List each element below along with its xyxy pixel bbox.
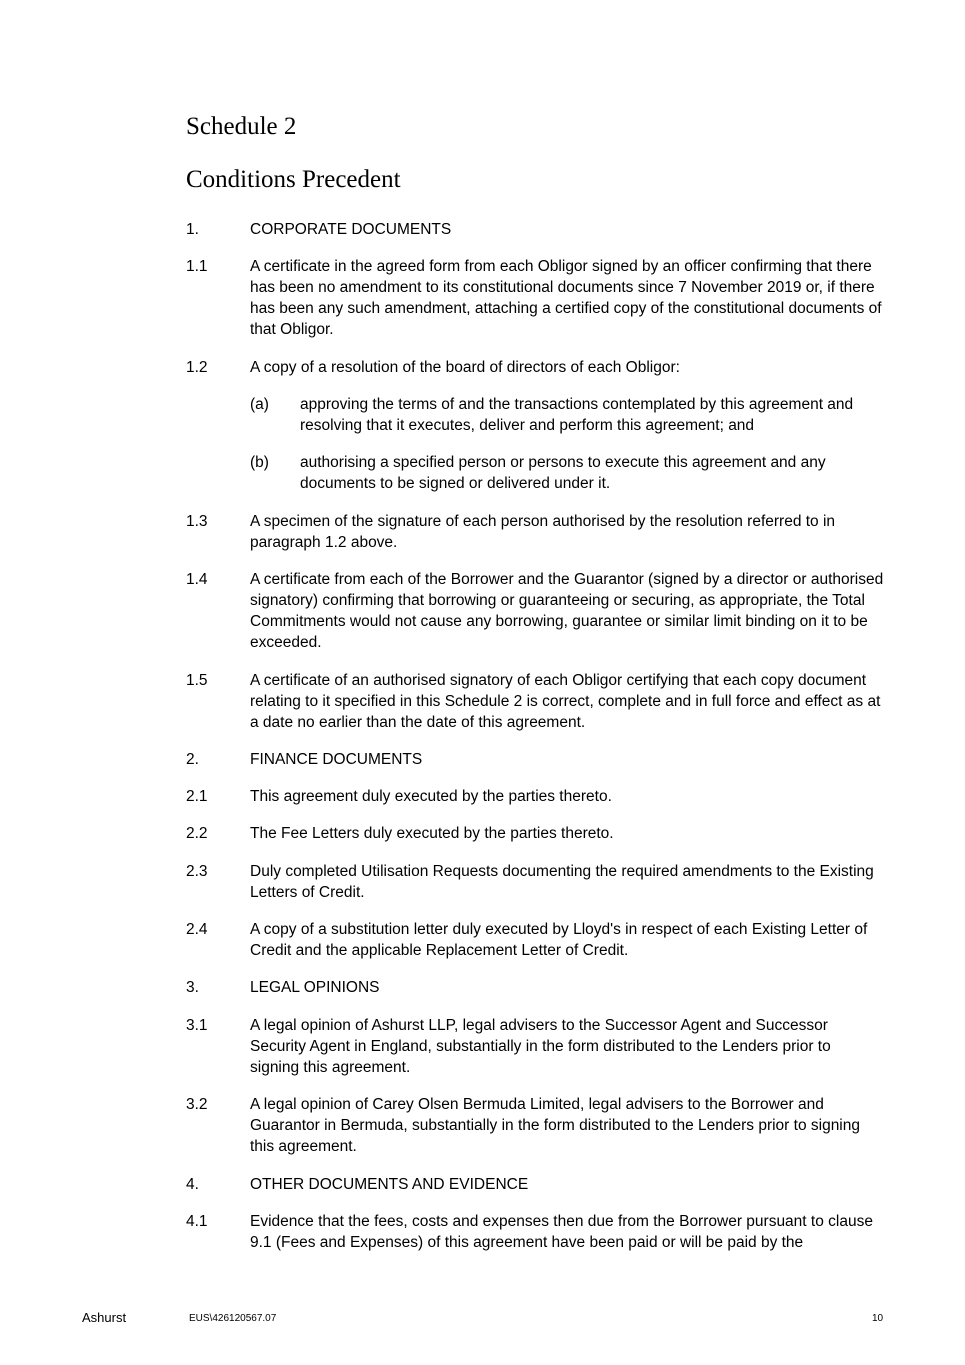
subparagraph-letter: (a): [250, 396, 269, 413]
paragraph-number: 4.: [186, 1176, 199, 1193]
section-title: Conditions Precedent: [186, 166, 401, 193]
paragraph-text: A legal opinion of Ashurst LLP, legal advisers to the Successor Agent and Successor Security Agent in England, substantially in the form distributed to the Lenders prior to signing this agreement.: [250, 1017, 831, 1076]
paragraph-number: 3.: [186, 979, 199, 996]
paragraph-text: A certificate from each of the Borrower and the Guarantor (signed by a director or authorised signatory) confirming that borrowing or guaranteeing or securing, as appropriate, the Total Commitments would not cause any borrowing, guarantee or similar limit binding on it to be exceeded.: [250, 571, 884, 651]
paragraph-text: Evidence that the fees, costs and expenses then due from the Borrower pursuant to clause 9.1 (Fees and Expenses) of this agreement have been paid or will be paid by the: [250, 1213, 873, 1251]
paragraph-text: A certificate in the agreed form from each Obligor signed by an officer confirming that there has been no amendment to its constitutional documents since 7 November 2019 or, if there has been any such amendment, attaching a certified copy of the constitutional documents of that Obligor.: [250, 258, 882, 338]
paragraph-text: A copy of a resolution of the board of directors of each Obligor:: [250, 359, 680, 376]
paragraph-text: A certificate of an authorised signatory of each Obligor certifying that each copy document relating to it specified in this Schedule 2 is correct, complete and in full force and effect as at a date no earlier than the date of this agreement.: [250, 672, 881, 731]
paragraph-number: 2.1: [186, 788, 208, 805]
subparagraph-text: authorising a specified person or persons to execute this agreement and any documents to be signed or delivered under it.: [300, 454, 826, 492]
paragraph-number: 2.2: [186, 825, 208, 842]
paragraph-text: A copy of a substitution letter duly executed by Lloyd's in respect of each Existing Letter of Credit and the applicable Replacement Letter of Credit.: [250, 921, 868, 959]
paragraph-number: 2.3: [186, 863, 208, 880]
paragraph-number: 1.1: [186, 258, 208, 275]
paragraph-number: 2.4: [186, 921, 208, 938]
subparagraph-text: approving the terms of and the transactions contemplated by this agreement and resolving that it executes, deliver and perform this agreement; and: [300, 396, 854, 434]
paragraph-number: 1.4: [186, 571, 208, 588]
schedule-title: Schedule 2: [186, 113, 297, 140]
paragraph-number: 3.1: [186, 1017, 208, 1034]
paragraph-number: 1.3: [186, 513, 208, 530]
paragraph-text: FINANCE DOCUMENTS: [250, 751, 423, 768]
paragraph-text: LEGAL OPINIONS: [250, 979, 380, 996]
paragraph-number: 1.2: [186, 359, 208, 376]
paragraph-number: 1.: [186, 221, 199, 238]
paragraph-text: The Fee Letters duly executed by the parties thereto.: [250, 825, 614, 842]
footer-doc-ref: EUS\426120567.07: [189, 1313, 277, 1324]
paragraph-number: 4.1: [186, 1213, 208, 1230]
paragraph-text: A specimen of the signature of each person authorised by the resolution referred to in paragraph 1.2 above.: [250, 513, 836, 551]
paragraph-text: A legal opinion of Carey Olsen Bermuda Limited, legal advisers to the Borrower and Guarantor in Bermuda, substantially in the form distributed to the Lenders prior to signing this agreement.: [250, 1096, 860, 1155]
paragraph-text: OTHER DOCUMENTS AND EVIDENCE: [250, 1176, 529, 1193]
paragraph-text: This agreement duly executed by the parties thereto.: [250, 788, 612, 805]
paragraph-text: CORPORATE DOCUMENTS: [250, 221, 452, 238]
paragraph-number: 3.2: [186, 1096, 208, 1113]
footer-firm-name: Ashurst: [82, 1310, 127, 1325]
footer-page-number: 10: [872, 1313, 884, 1324]
subparagraph-letter: (b): [250, 454, 269, 471]
paragraph-text: Duly completed Utilisation Requests documenting the required amendments to the Existing Letters of Credit.: [250, 863, 874, 901]
paragraph-number: 1.5: [186, 672, 208, 689]
paragraph-number: 2.: [186, 751, 199, 768]
